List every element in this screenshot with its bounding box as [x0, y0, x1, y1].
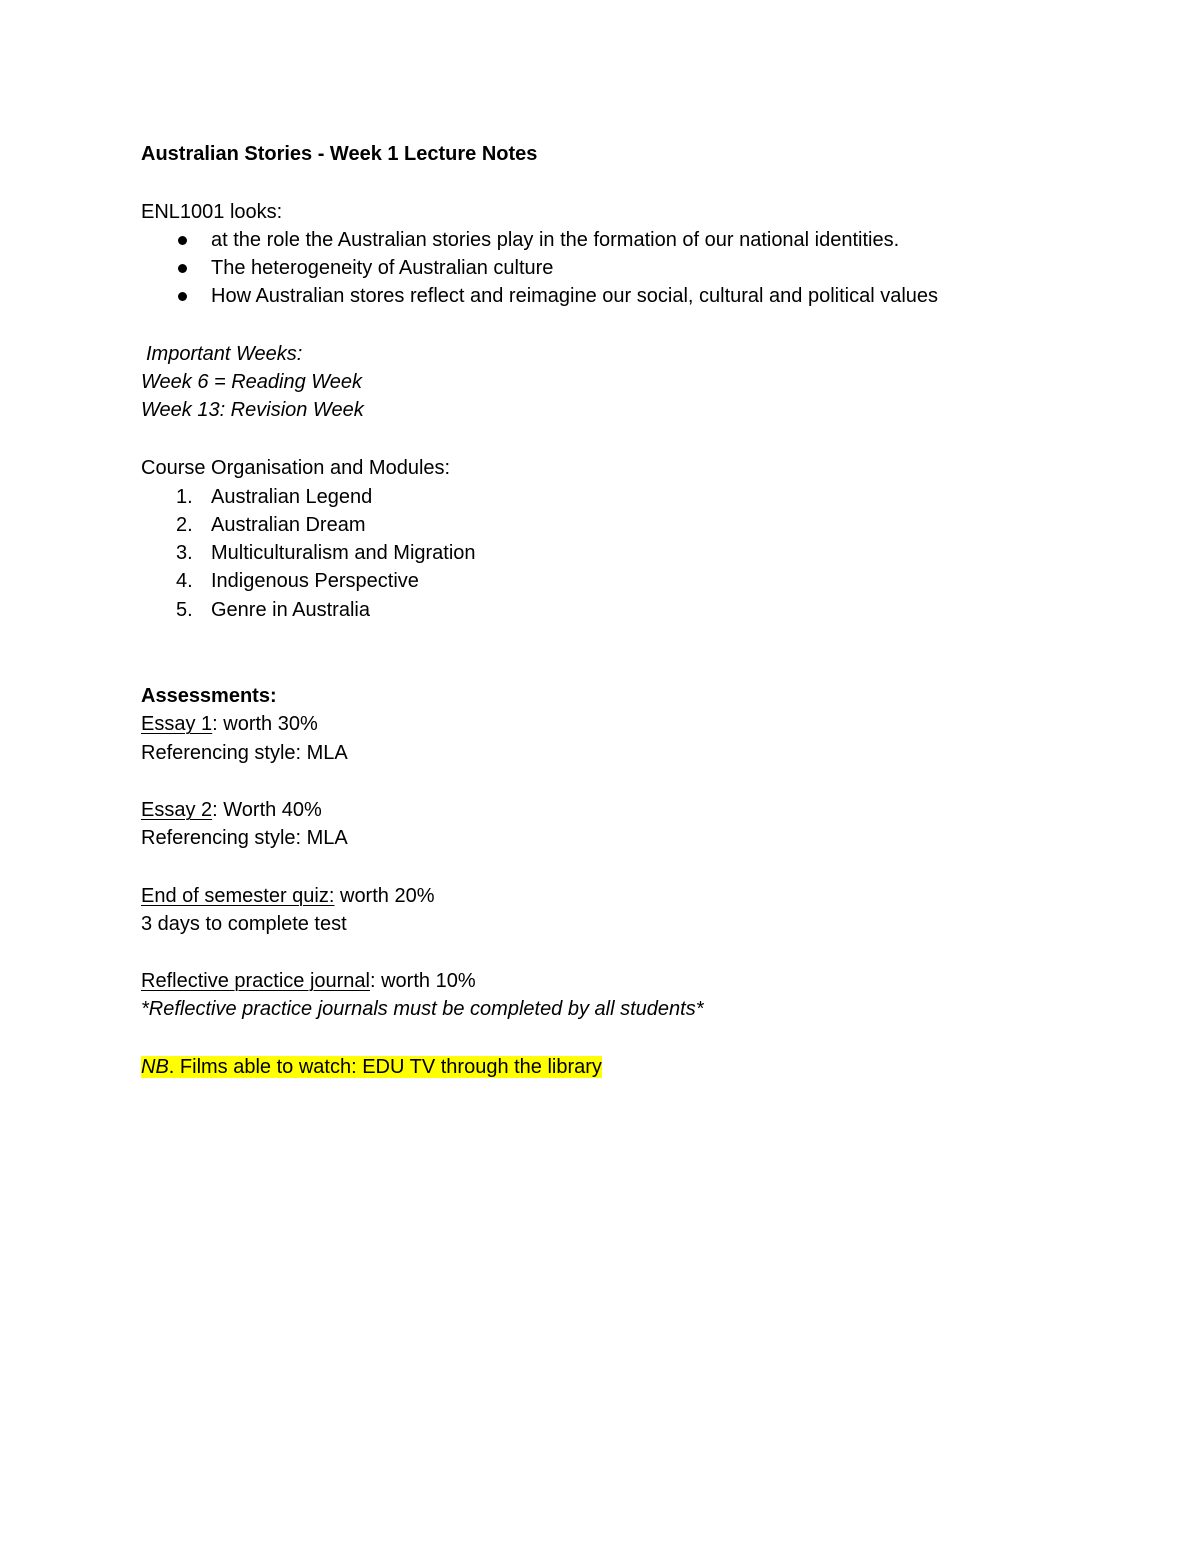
- quiz-note: 3 days to complete test: [141, 913, 347, 935]
- module-number: 1.: [176, 486, 193, 508]
- essay2-name: Essay 2: [141, 799, 213, 821]
- module-number: 2.: [176, 514, 193, 536]
- module-item: Genre in Australia: [211, 599, 370, 621]
- essay2-worth: : Worth 40%: [212, 799, 322, 821]
- quiz-line: [141, 884, 435, 908]
- quiz-name: End of semester quiz:: [141, 885, 335, 907]
- intro-bullet: How Australian stores reflect and reimagine our social, cultural and political values: [211, 285, 939, 307]
- quiz-worth: worth 20%: [334, 885, 435, 907]
- important-weeks-label: Important Weeks:: [146, 343, 303, 365]
- intro-label: ENL1001 looks:: [141, 201, 283, 223]
- nb-prefix: NB: [141, 1056, 169, 1078]
- bullet-icon: [178, 236, 187, 245]
- module-item: Multiculturalism and Migration: [211, 542, 476, 564]
- module-item: Australian Legend: [211, 486, 373, 508]
- assessments-heading: Assessments:: [141, 685, 277, 707]
- module-number: 5.: [176, 599, 193, 621]
- intro-bullet: The heterogeneity of Australian culture: [211, 257, 554, 279]
- important-week-line: Week 13: Revision Week: [141, 399, 364, 421]
- bullet-icon: [178, 292, 187, 301]
- essay1-name: Essay 1: [141, 713, 213, 735]
- nb-text: . Films able to watch: EDU TV through the library: [168, 1056, 602, 1078]
- module-item: Australian Dream: [211, 514, 366, 536]
- module-number: 4.: [176, 570, 193, 592]
- essay1-line: [141, 712, 318, 736]
- module-number: 3.: [176, 542, 193, 564]
- journal-worth: : worth 10%: [370, 970, 476, 992]
- modules-label: Course Organisation and Modules:: [141, 457, 451, 479]
- intro-bullet: at the role the Australian stories play in the formation of our national identities.: [211, 229, 900, 251]
- journal-note: *Reflective practice journals must be completed by all students*: [141, 998, 704, 1020]
- essay2-referencing: Referencing style: MLA: [141, 827, 348, 849]
- bullet-icon: [178, 264, 187, 273]
- essay1-worth: : worth 30%: [212, 713, 318, 735]
- journal-line: [141, 969, 476, 993]
- module-item: Indigenous Perspective: [211, 570, 419, 592]
- essay1-referencing: Referencing style: MLA: [141, 742, 348, 764]
- important-week-line: Week 6 = Reading Week: [141, 371, 363, 393]
- document-title: Australian Stories - Week 1 Lecture Notes: [141, 143, 538, 165]
- journal-name: Reflective practice journal: [141, 970, 370, 992]
- nb-note: [141, 1055, 602, 1079]
- essay2-line: [141, 798, 322, 822]
